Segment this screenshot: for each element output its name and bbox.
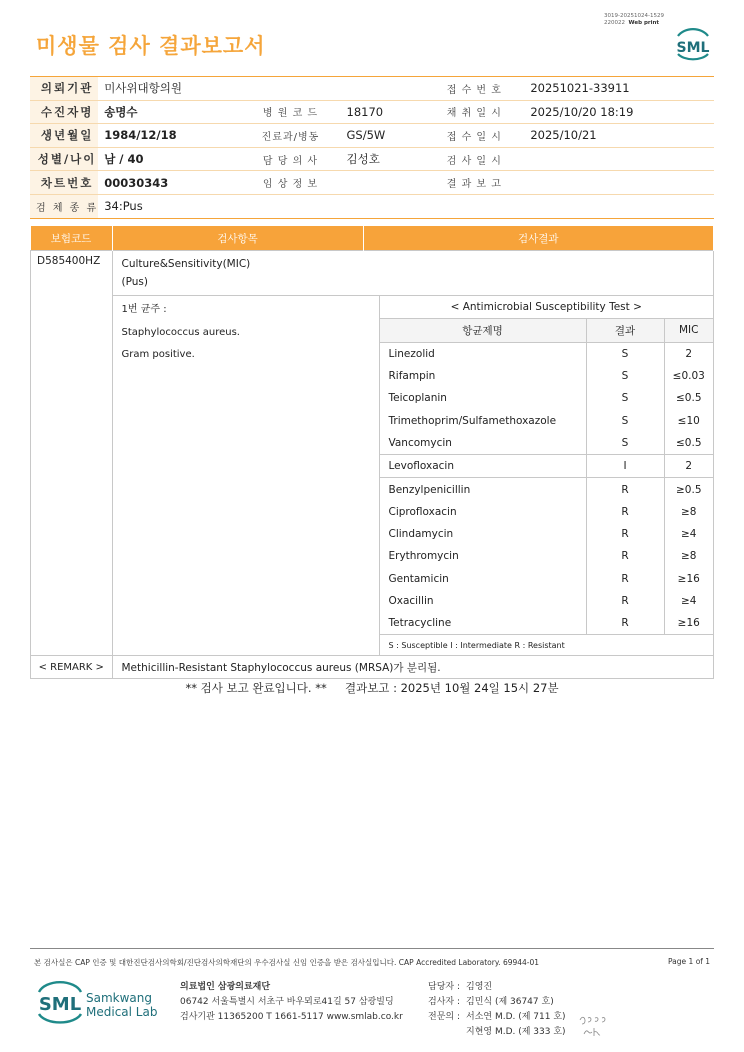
organism-name: Staphylococcus aureus. bbox=[121, 326, 240, 338]
completion-note: ** 검사 보고 완료입니다. ** 결과보고 : 2025년 10월 24일 15시 27분 bbox=[185, 681, 559, 695]
col-test-item: 검사항목 bbox=[112, 226, 363, 251]
insurance-code: D585400HZ bbox=[31, 251, 113, 656]
footer-logo bbox=[36, 980, 160, 1030]
document-code: 3019-20251024-1529 220022 Web print bbox=[604, 13, 664, 26]
table-row: Rifampin S ≤0.03 bbox=[380, 365, 714, 387]
footer-divider bbox=[30, 948, 714, 949]
dept-value: GS/5W bbox=[341, 124, 419, 148]
hospital-code-value: 18170 bbox=[341, 100, 419, 124]
staff-list bbox=[428, 980, 566, 1040]
test-specimen: (Pus) bbox=[121, 276, 148, 288]
table-row: Ciprofloxacin R ≥8 bbox=[380, 501, 714, 523]
table-row: Linezolid S 2 bbox=[380, 342, 714, 365]
page-title: 미생물 검사 결과보고서 bbox=[36, 34, 266, 58]
susceptibility-table bbox=[380, 296, 714, 655]
table-row: Erythromycin R ≥8 bbox=[380, 545, 714, 567]
table-row: Levofloxacin I 2 bbox=[380, 455, 714, 478]
list-item: 담당자 : 김영진 bbox=[428, 982, 493, 992]
col-insurance-code: 보험코드 bbox=[31, 226, 113, 251]
remark-label: < REMARK > bbox=[31, 656, 113, 679]
remark-text: Methicillin-Resistant Staphylococcus aureus (MRSA)가 분리됨. bbox=[112, 656, 714, 679]
doctor-value: 김성호 bbox=[341, 147, 419, 171]
result-legend: S : Susceptible I : Intermediate R : Resistant bbox=[380, 635, 714, 656]
col-drug: 항균제명 bbox=[380, 319, 587, 342]
requester-value: 미사위대항의원 bbox=[98, 77, 418, 101]
received-value: 2025/10/21 bbox=[524, 124, 714, 148]
tested-value bbox=[524, 147, 714, 171]
footer-logo-text: SML bbox=[38, 994, 82, 1015]
table-row: Clindamycin R ≥4 bbox=[380, 523, 714, 545]
results-table bbox=[30, 226, 714, 679]
table-row: Teicoplanin S ≤0.5 bbox=[380, 387, 714, 409]
footer-logo-name-2: Medical Lab bbox=[86, 1005, 158, 1019]
organism-number: 1번 균주 : bbox=[121, 304, 167, 315]
table-row: Tetracycline R ≥16 bbox=[380, 612, 714, 635]
col-result: 결과 bbox=[586, 319, 664, 342]
chart-no-value: 00030343 bbox=[98, 171, 234, 195]
report-value bbox=[524, 171, 714, 195]
table-row: Gentamicin R ≥16 bbox=[380, 568, 714, 590]
signature bbox=[578, 1010, 618, 1042]
sex-age-value: 남 / 40 bbox=[98, 147, 234, 171]
footer-logo-name-1: Samkwang bbox=[86, 991, 152, 1005]
table-row: Vancomycin S ≤0.5 bbox=[380, 432, 714, 455]
ast-title: < Antimicrobial Susceptibility Test > bbox=[380, 296, 714, 319]
dob-value: 1984/12/18 bbox=[98, 124, 234, 148]
logo-text: SML bbox=[676, 40, 710, 56]
patient-name-value: 송명수 bbox=[98, 100, 234, 124]
list-item: 검사자 : 김민식 (제 36747 호) bbox=[428, 997, 554, 1007]
specimen-value: 34:Pus bbox=[98, 194, 714, 218]
organization-info: 의료법인 삼광의료재단 06742 서울특별시 서초구 바우뫼로41길 57 삼광빌딩 검사기관 11365200 T 1661-5117 www.smlab.co.kr bbox=[180, 982, 403, 1022]
list-item: 전문의 : 서소연 M.D. (제 711 호) bbox=[428, 1012, 566, 1022]
table-row: Trimethoprim/Sulfamethoxazole S ≤10 bbox=[380, 409, 714, 431]
sml-logo bbox=[674, 27, 712, 65]
table-row: Oxacillin R ≥4 bbox=[380, 590, 714, 612]
patient-info-table: 의뢰기관 미사위대항의원 접 수 번 호 20251021-33911 수진자명 송명수 병 원 코 드 18170 채 취 일 시 2025/10/20 18:19 생년월일 1984/12/18 진료과/병동 GS/5W 접 수 일 시 2025/10/21 성별/나이 남 / 40 담 당 의 사 김성호 검 사 일 시 차트번호 00030343 임 상 정 보 결 과 보 고 검 체 종 류 34:Pus bbox=[30, 76, 714, 219]
accreditation-note: 본 검사실은 CAP 인증 및 대한진단검사의학회/진단검사의학재단의 우수검사실 신임 인증을 받은 검사실입니다. CAP Accredited Laboratory. 69944-01 bbox=[34, 958, 540, 967]
receipt-no-value: 20251021-33911 bbox=[524, 77, 714, 101]
gram-stain: Gram positive. bbox=[121, 349, 195, 360]
page-number: Page 1 of 1 bbox=[668, 957, 711, 966]
clinical-value bbox=[341, 171, 419, 195]
collected-value: 2025/10/20 18:19 bbox=[524, 100, 714, 124]
test-name: Culture&Sensitivity(MIC) bbox=[121, 258, 251, 270]
table-row: Benzylpenicillin R ≥0.5 bbox=[380, 478, 714, 501]
col-mic: MIC bbox=[664, 319, 713, 342]
col-test-result: 검사결과 bbox=[363, 226, 714, 251]
list-item: 지현영 M.D. (제 333 호) bbox=[466, 1027, 566, 1037]
